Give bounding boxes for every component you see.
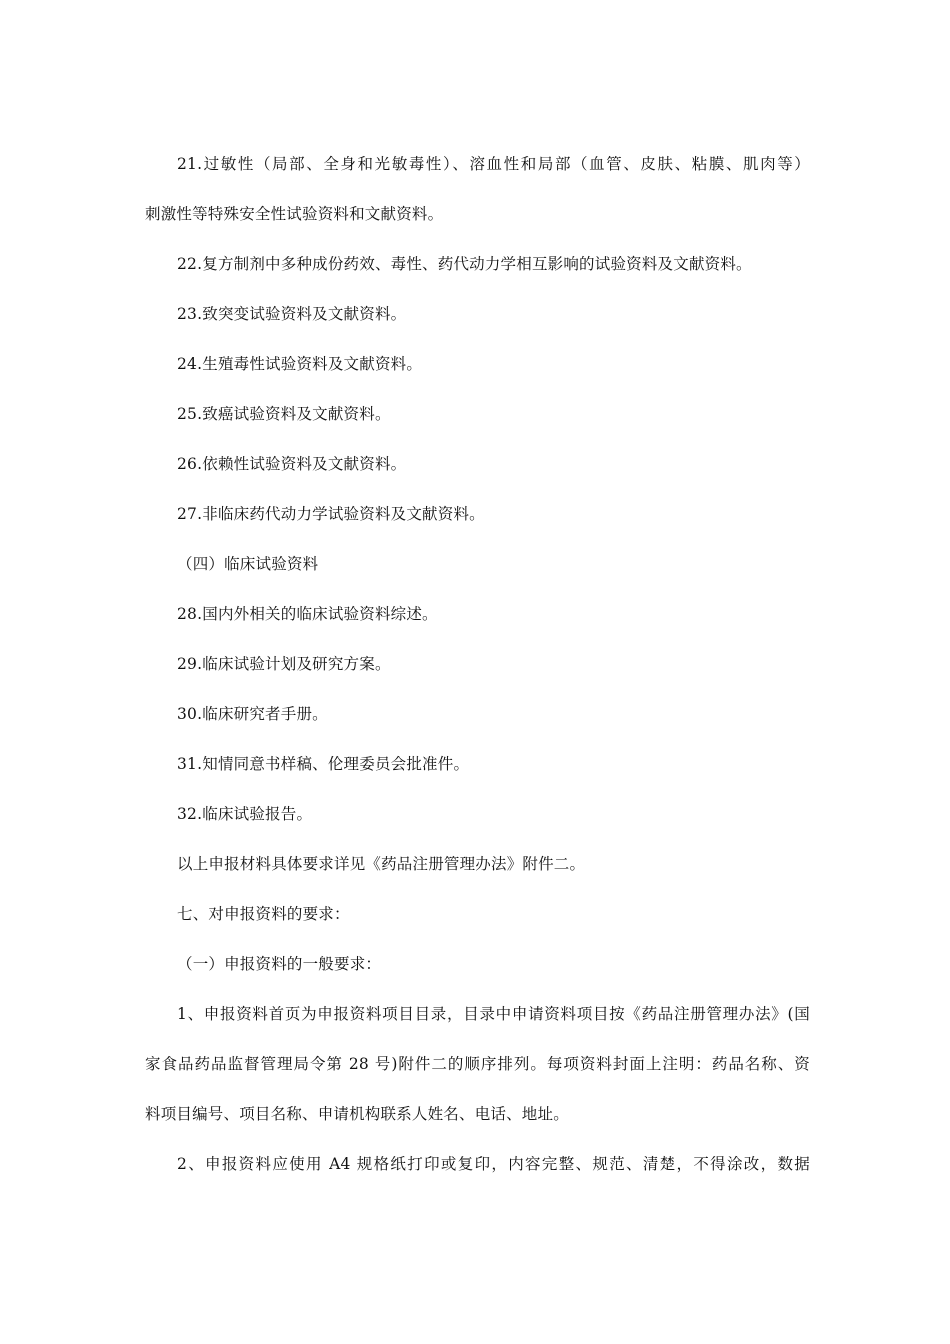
- paragraph-item-21: 21.过敏性（局部、全身和光敏毒性）、溶血性和局部（血管、皮肤、粘膜、肌肉等）: [177, 155, 810, 173]
- paragraph-requirement-2: 2、申报资料应使用 A4 规格纸打印或复印，内容完整、规范、清楚，不得涂改，数据: [177, 1155, 810, 1173]
- paragraph-item-24: 24.生殖毒性试验资料及文献资料。: [177, 355, 423, 373]
- paragraph-item-32: 32.临床试验报告。: [177, 805, 313, 823]
- paragraph-item-22: 22.复方制剂中多种成份药效、毒性、药代动力学相互影响的试验资料及文献资料。: [177, 255, 752, 273]
- paragraph-requirement-1-end: 料项目编号、项目名称、申请机构联系人姓名、电话、地址。: [145, 1105, 569, 1123]
- paragraph-item-21-continued: 刺激性等特殊安全性试验资料和文献资料。: [145, 205, 444, 223]
- section-heading-clinical-trials: （四）临床试验资料: [177, 555, 319, 573]
- paragraph-requirements-note: 以上申报材料具体要求详见《药品注册管理办法》附件二。: [177, 855, 586, 873]
- section-heading-general-requirements: （一）申报资料的一般要求：: [177, 955, 382, 973]
- paragraph-item-23: 23.致突变试验资料及文献资料。: [177, 305, 407, 323]
- section-heading-seven: 七、对申报资料的要求：: [177, 905, 350, 923]
- paragraph-requirement-1-continued: 家食品药品监督管理局令第 28 号)附件二的顺序排列。每项资料封面上注明：药品名称、资: [145, 1055, 810, 1073]
- paragraph-item-29: 29.临床试验计划及研究方案。: [177, 655, 391, 673]
- paragraph-requirement-1: 1、申报资料首页为申报资料项目目录，目录中申请资料项目按《药品注册管理办法》(国: [177, 1005, 810, 1023]
- paragraph-item-28: 28.国内外相关的临床试验资料综述。: [177, 605, 438, 623]
- paragraph-item-26: 26.依赖性试验资料及文献资料。: [177, 455, 407, 473]
- paragraph-item-30: 30.临床研究者手册。: [177, 705, 328, 723]
- paragraph-item-27: 27.非临床药代动力学试验资料及文献资料。: [177, 505, 485, 523]
- paragraph-item-25: 25.致癌试验资料及文献资料。: [177, 405, 391, 423]
- paragraph-item-31: 31.知情同意书样稿、伦理委员会批准件。: [177, 755, 470, 773]
